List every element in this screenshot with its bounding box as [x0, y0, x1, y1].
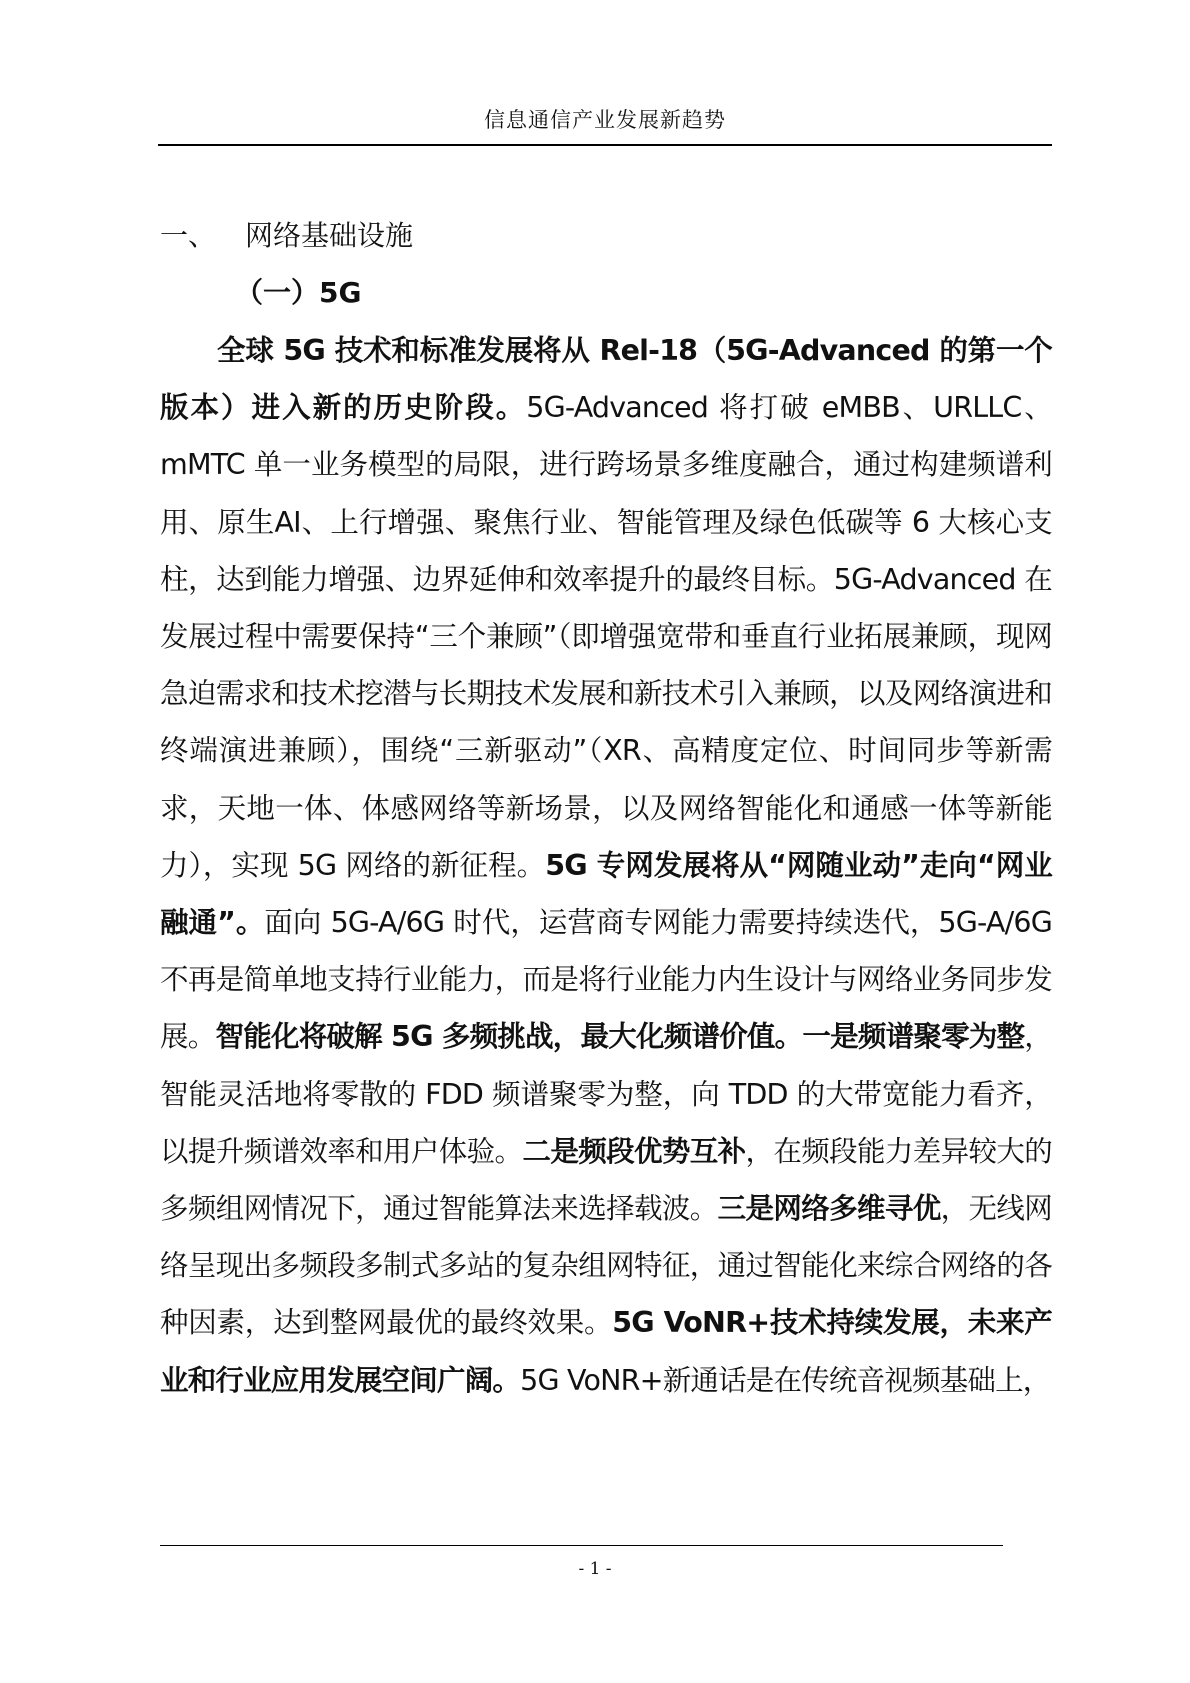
text-spectrum-aggregation: ，智能灵活地将零散的 FDD 频谱聚零为整，向 TDD 的大带宽能力看齐，以提升频谱效率和用户体验。: [160, 1020, 1052, 1168]
key-point-intelligence: 智能化将破解 5G 多频挑战，最大化频谱价值。一是频谱聚零为整: [215, 1020, 1025, 1054]
key-point-vonr: 5G VoNR+技术持续发展，未来产业和行业应用发展空间广阔。: [160, 1306, 1052, 1397]
key-point-multidim-optimization: 三是网络多维寻优: [717, 1192, 941, 1226]
section-heading: [160, 214, 413, 254]
page-number: - 1 -: [578, 1559, 612, 1579]
key-point-rel18: 全球 5G 技术和标准发展将从 Rel-18（5G-Advanced 的第一个版本）进入新的历史阶段。: [160, 334, 1052, 425]
key-point-private-network: 5G 专网发展将从“网随业动”走向“网业融通”。: [160, 848, 1052, 940]
text-band-complement: ，在频段能力差异较大的多频组网情况下，通过智能算法来选择载波。: [160, 1134, 1053, 1226]
text-vonr: 5G VoNR+新通话是在传统音视频基础上，: [520, 1363, 1051, 1397]
header-divider: [158, 144, 1052, 146]
section-title: 网络基础设施: [245, 219, 414, 252]
text-multidim-optimization: ，无线网络呈现出多频段多制式多站的复杂组网特征，通过智能化来综合网络的各种因素，达到整网最优的最终效果。: [160, 1192, 1052, 1340]
subsection-heading: （一）5G: [235, 276, 362, 309]
text-5g-advanced: 5G-Advanced 将打破 eMBB、URLLC、mMTC 单一业务模型的局限，进行跨场景多维度融合，通过构建频谱利用、原生AI、上行增强、聚焦行业、智能管理及绿色低碳等 6 大核心支柱，达到能力增强、边界延伸和效率提升的最终目标。5G-Advanced 在发展过程中需要保持“三个兼顾”（即增强宽带和垂直行业拓展兼顾，现网急迫需求和技术挖潜与长期技术发展和新技术引入兼顾，以及网络演进和终端演进兼顾），围绕“三新驱动”（XR、高精度定位、时间同步等新需求，天地一体、体感网络等新场景，以及网络智能化和通感一体等新能力），实现 5G 网络的新征程。: [160, 391, 1052, 882]
key-point-band-complement: 二是频段优势互补: [522, 1134, 746, 1168]
footer-divider: [160, 1545, 1003, 1546]
running-header: 信息通信产业发展新趋势: [484, 108, 726, 132]
section-number: 一、: [160, 219, 217, 252]
body-paragraph: [160, 322, 1052, 1409]
text-private-network: 面向 5G-A/6G 时代，运营商专网能力需要持续迭代，5G-A/6G 不再是简单地支持行业能力，而是将行业能力内生设计与网络业务同步发展。: [160, 906, 1052, 1054]
